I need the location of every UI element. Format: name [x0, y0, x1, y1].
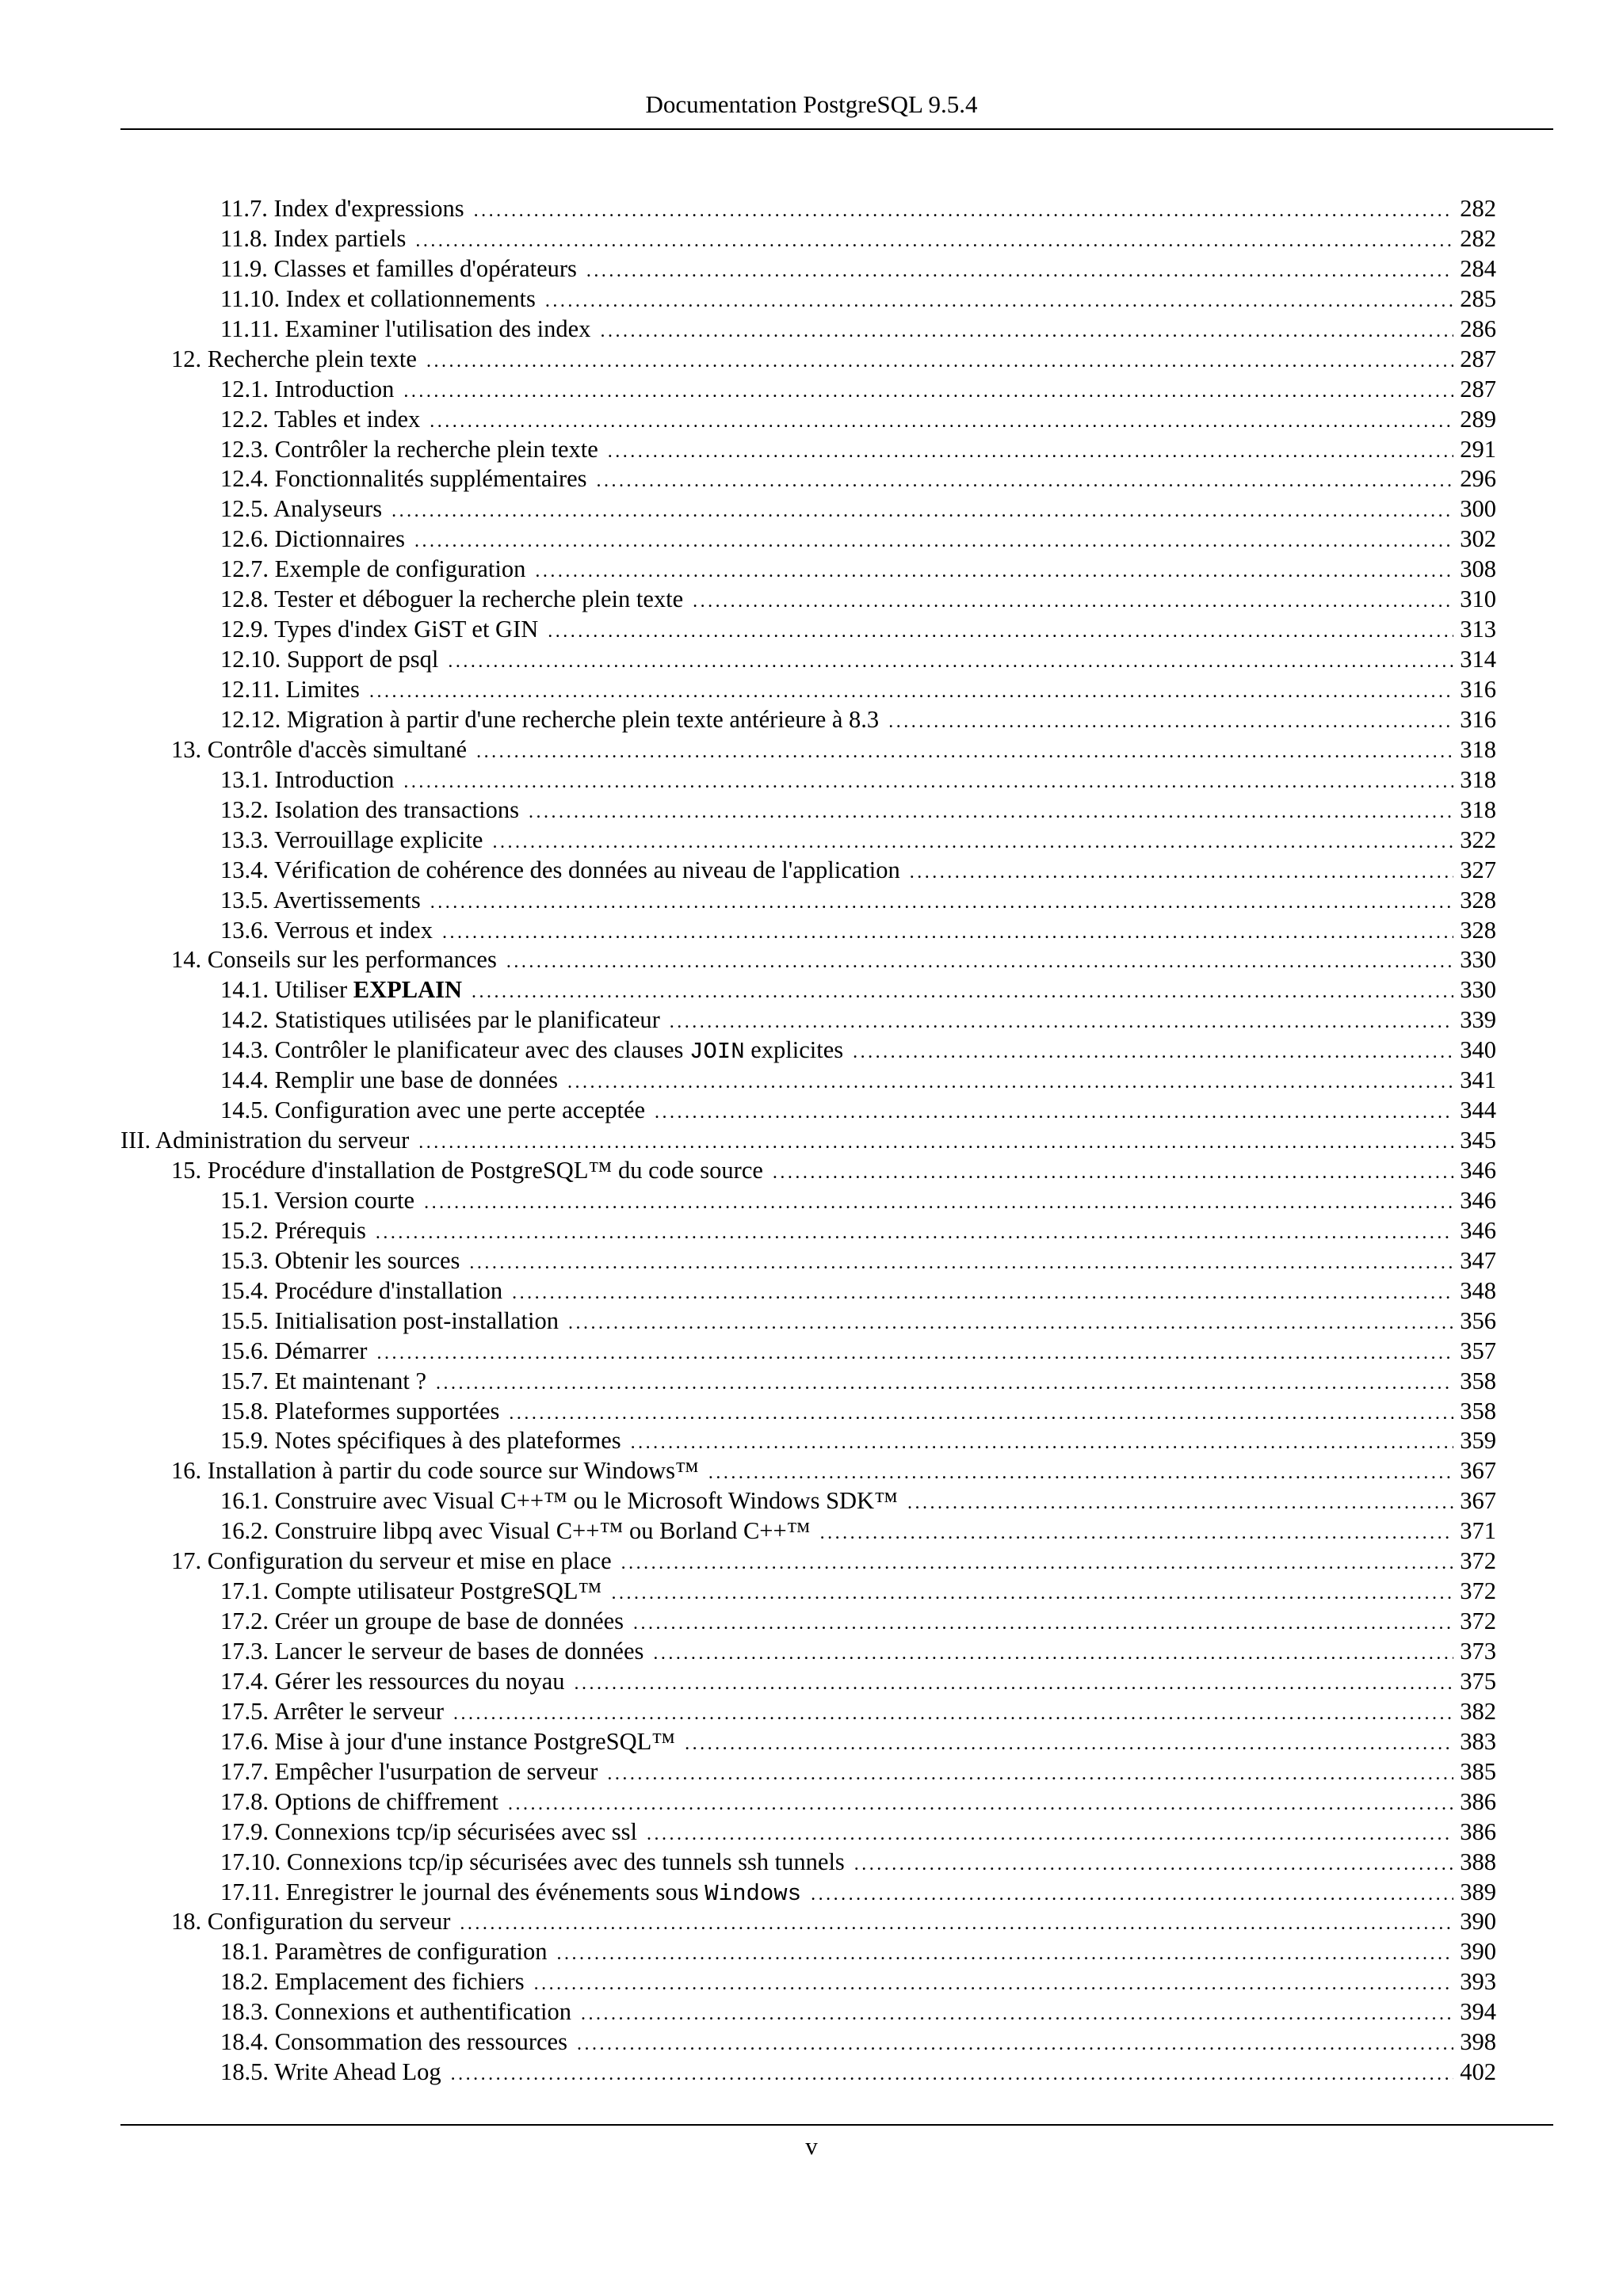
toc-entry-title: 15.4. Procédure d'installation	[220, 1276, 503, 1304]
toc-entry-title: 12.3. Contrôler la recherche plein texte	[220, 435, 598, 463]
toc-page-number: 375	[1460, 1667, 1496, 1695]
dot-leader	[403, 767, 1453, 797]
dot-leader	[534, 1969, 1454, 1999]
dot-leader	[910, 857, 1453, 887]
dot-leader	[415, 226, 1453, 256]
toc-entry[interactable]	[0, 674, 1623, 704]
dot-leader	[474, 196, 1454, 226]
toc-entry[interactable]	[0, 1125, 1623, 1155]
toc-entry-title: 15. Procédure d'installation de PostgreSQL™ du code source	[171, 1157, 763, 1184]
toc-entry-title: 17.9. Connexions tcp/ip sécurisées avec ssl	[220, 1817, 638, 1845]
toc-page-number: 389	[1460, 1878, 1496, 1905]
toc-page-number: 282	[1460, 195, 1496, 222]
toc-entry-title: 12.2. Tables et index	[220, 405, 421, 433]
toc-entry[interactable]	[0, 1636, 1623, 1666]
toc-entry[interactable]	[0, 1455, 1623, 1486]
toc-page-number: 393	[1460, 1968, 1496, 1996]
toc-page-number: 386	[1460, 1817, 1496, 1845]
toc-entry-title: 13.5. Avertissements	[220, 886, 421, 913]
dot-leader	[820, 1518, 1454, 1548]
toc-page-number: 357	[1460, 1337, 1496, 1364]
toc-page-number: 372	[1460, 1608, 1496, 1635]
toc-entry-title: 13.6. Verrous et index	[220, 916, 433, 944]
dot-leader	[653, 1638, 1453, 1669]
dot-leader	[472, 977, 1453, 1007]
toc-entry-title: 18.1. Paramètres de configuration	[220, 1938, 548, 1966]
dot-leader	[451, 2059, 1454, 2089]
dot-leader	[430, 406, 1453, 437]
toc-entry-title: 15.7. Et maintenant ?	[220, 1367, 427, 1394]
toc-page-number: 310	[1460, 585, 1496, 613]
dot-leader	[608, 437, 1453, 467]
toc-page-number: 382	[1460, 1697, 1496, 1725]
dot-leader	[453, 1699, 1453, 1729]
toc-page-number: 346	[1460, 1186, 1496, 1214]
dot-leader	[853, 1037, 1453, 1067]
toc-entry-title: 15.1. Version courte	[220, 1186, 415, 1214]
toc-entry-title: 12.5. Analyseurs	[220, 495, 383, 523]
toc-page-number: 327	[1460, 856, 1496, 883]
dot-leader	[655, 1097, 1453, 1127]
toc-entry[interactable]	[0, 584, 1623, 614]
toc-entry[interactable]	[0, 1847, 1623, 1877]
toc-entry-title: 15.8. Plateformes supportées	[220, 1397, 500, 1425]
toc-page-number: 371	[1460, 1517, 1496, 1545]
dot-leader	[685, 1729, 1453, 1759]
toc-entry[interactable]	[0, 915, 1623, 945]
toc-page-number: 367	[1460, 1457, 1496, 1485]
toc-entry-title: 17.4. Gérer les ressources du noyau	[220, 1667, 565, 1695]
header-rule	[120, 128, 1553, 130]
toc-entry[interactable]	[0, 374, 1623, 404]
toc-page-number: 282	[1460, 224, 1496, 252]
toc-page-number: 372	[1460, 1547, 1496, 1575]
toc-entry[interactable]	[0, 314, 1623, 344]
toc-entry-title: 14.5. Configuration avec une perte acceptée	[220, 1097, 646, 1124]
toc-entry[interactable]	[0, 644, 1623, 674]
toc-page-number: 339	[1460, 1006, 1496, 1034]
dot-leader	[693, 586, 1453, 616]
dot-leader	[631, 1428, 1454, 1458]
toc-entry[interactable]	[0, 1936, 1623, 1966]
toc-page-number: 328	[1460, 916, 1496, 944]
toc-page-number: 358	[1460, 1367, 1496, 1394]
toc-entry-title: 11.7. Index d'expressions	[220, 195, 464, 222]
toc-entry[interactable]	[0, 1276, 1623, 1306]
toc-page-number: 284	[1460, 254, 1496, 282]
toc-entry[interactable]	[0, 614, 1623, 644]
page-number: v	[805, 2132, 818, 2160]
toc-entry-title: 17.5. Arrêter le serveur	[220, 1697, 445, 1725]
toc-entry[interactable]	[0, 1245, 1623, 1276]
toc-page-number: 359	[1460, 1427, 1496, 1455]
toc-page-number: 367	[1460, 1487, 1496, 1515]
dot-leader	[508, 1789, 1453, 1819]
footer-rule	[120, 2124, 1553, 2126]
toc-entry[interactable]	[0, 1095, 1623, 1125]
dot-leader	[854, 1849, 1453, 1879]
toc-entry-title: 17.1. Compte utilisateur PostgreSQL™	[220, 1577, 602, 1605]
toc-entry-title: 15.9. Notes spécifiques à des plateformes	[220, 1427, 621, 1455]
toc-page-number: 345	[1460, 1127, 1496, 1154]
toc-page-number: 358	[1460, 1397, 1496, 1425]
toc-entry-title: 13.2. Isolation des transactions	[220, 795, 519, 823]
toc-entry-title: 17.2. Créer un groupe de base de données	[220, 1608, 624, 1635]
toc-entry[interactable]	[0, 944, 1623, 974]
toc-entry[interactable]	[0, 1787, 1623, 1817]
toc-entry[interactable]	[0, 1696, 1623, 1726]
page-header: Documentation PostgreSQL 9.5.4	[645, 90, 978, 118]
toc-page-number: 347	[1460, 1246, 1496, 1274]
dot-leader	[811, 1879, 1453, 1909]
toc-entry[interactable]	[0, 1035, 1623, 1065]
toc-entry-title: 12.12. Migration à partir d'une recherche plein texte antérieure à 8.3	[220, 705, 880, 733]
toc-entry-title: 17.3. Lancer le serveur de bases de données	[220, 1638, 644, 1665]
toc-entry[interactable]	[0, 1005, 1623, 1035]
toc-entry-title: 17.10. Connexions tcp/ip sécurisées avec des tunnels ssh tunnels	[220, 1848, 845, 1875]
toc-entry[interactable]	[0, 524, 1623, 554]
dot-leader	[548, 616, 1453, 646]
toc-page-number: 316	[1460, 705, 1496, 733]
dot-leader	[556, 1939, 1453, 1969]
dot-leader	[418, 1127, 1453, 1158]
toc-page-number: 287	[1460, 345, 1496, 372]
toc-page-number: 346	[1460, 1157, 1496, 1184]
toc-entry[interactable]	[0, 2027, 1623, 2057]
toc-entry-title: 12.1. Introduction	[220, 375, 395, 402]
toc-entry-title: 18. Configuration du serveur	[171, 1908, 451, 1936]
toc-page-number: 341	[1460, 1066, 1496, 1094]
dot-leader	[773, 1158, 1453, 1188]
dot-leader	[529, 797, 1453, 827]
toc-entry-title: 12.6. Dictionnaires	[220, 525, 405, 553]
toc-entry-title: 16.1. Construire avec Visual C++™ ou le Microsoft Windows SDK™	[220, 1487, 898, 1515]
toc-entry-title: 12.8. Tester et déboguer la recherche plein texte	[220, 585, 684, 613]
toc-entry-title: 12.11. Limites	[220, 676, 360, 703]
toc-page-number: 383	[1460, 1727, 1496, 1755]
dot-leader	[607, 1759, 1453, 1789]
toc-page-number: 348	[1460, 1276, 1496, 1304]
toc-entry[interactable]	[0, 795, 1623, 825]
toc-entry-title: 13.4. Vérification de cohérence des données au niveau de l'application	[220, 856, 900, 883]
toc-entry[interactable]	[0, 765, 1623, 795]
toc-entry[interactable]	[0, 1966, 1623, 1997]
dot-leader	[414, 526, 1453, 556]
dot-leader	[436, 1368, 1453, 1398]
toc-page-number: 318	[1460, 765, 1496, 793]
toc-entry[interactable]	[0, 734, 1623, 765]
dot-leader	[575, 1669, 1454, 1699]
toc-entry[interactable]	[0, 1366, 1623, 1396]
dot-leader	[430, 887, 1454, 917]
toc-page-number: 330	[1460, 976, 1496, 1004]
toc-entry-title: 11.10. Index et collationnements	[220, 284, 536, 312]
dot-leader	[568, 1308, 1453, 1338]
toc-entry-title: 17.6. Mise à jour d'une instance PostgreSQL™	[220, 1727, 676, 1755]
toc-page-number: 390	[1460, 1908, 1496, 1936]
toc-page-number: 322	[1460, 826, 1496, 853]
dot-leader	[888, 707, 1453, 737]
dot-leader	[469, 1248, 1453, 1278]
dot-leader	[611, 1578, 1453, 1608]
toc-entry-title: 16.2. Construire libpq avec Visual C++™ ou Borland C++™	[220, 1517, 811, 1545]
toc-entry[interactable]	[0, 1726, 1623, 1756]
toc-entry-title: 14. Conseils sur les performances	[171, 946, 497, 974]
toc-entry[interactable]	[0, 974, 1623, 1005]
toc-entry[interactable]	[0, 1546, 1623, 1576]
toc-entry-title: 12.9. Types d'index GiST et GIN	[220, 616, 539, 643]
dot-leader	[369, 677, 1453, 707]
toc-entry[interactable]	[0, 1516, 1623, 1546]
dot-leader	[597, 466, 1454, 496]
toc-entry-title: 13.1. Introduction	[220, 765, 395, 793]
toc-entry[interactable]	[0, 1606, 1623, 1636]
toc-entry[interactable]	[0, 885, 1623, 915]
toc-page-number: 296	[1460, 465, 1496, 493]
toc-entry-title: 12. Recherche plein texte	[171, 345, 417, 372]
dot-leader	[600, 316, 1453, 346]
dot-leader	[545, 286, 1453, 316]
toc-entry[interactable]	[0, 404, 1623, 434]
toc-entry[interactable]	[0, 494, 1623, 524]
dot-leader	[647, 1819, 1453, 1849]
toc-page-number: 302	[1460, 525, 1496, 553]
toc-entry-title: 12.10. Support de psql	[220, 646, 439, 673]
toc-entry[interactable]	[0, 1155, 1623, 1185]
toc-page-number: 398	[1460, 2028, 1496, 2056]
dot-leader	[509, 1398, 1453, 1428]
toc-entry[interactable]	[0, 2057, 1623, 2087]
toc-page-number: 308	[1460, 555, 1496, 583]
toc-entry-title: 18.4. Consommation des ressources	[220, 2028, 567, 2056]
dot-leader	[621, 1548, 1454, 1578]
toc-entry[interactable]	[0, 1306, 1623, 1336]
toc-entry-title: 18.5. Write Ahead Log	[220, 2058, 441, 2086]
toc-entry[interactable]	[0, 254, 1623, 284]
toc-entry-title: III. Administration du serveur	[120, 1127, 410, 1154]
dot-leader	[424, 1188, 1453, 1218]
dot-leader	[708, 1458, 1453, 1488]
toc-entry-title: 13.3. Verrouillage explicite	[220, 826, 483, 853]
toc-entry-title: 15.3. Obtenir les sources	[220, 1246, 460, 1274]
toc-entry-title: 14.4. Remplir une base de données	[220, 1066, 559, 1094]
toc-entry-title: 18.3. Connexions et authentification	[220, 1998, 572, 2026]
toc-entry[interactable]	[0, 1486, 1623, 1516]
toc-entry[interactable]	[0, 1666, 1623, 1696]
toc-entry[interactable]	[0, 1185, 1623, 1215]
toc-page-number: 356	[1460, 1306, 1496, 1334]
toc-entry-title: 12.4. Fonctionnalités supplémentaires	[220, 465, 587, 493]
dot-leader	[448, 646, 1453, 677]
toc-entry-command: EXPLAIN	[353, 976, 463, 1004]
toc-entry[interactable]	[0, 434, 1623, 464]
toc-page-number: 285	[1460, 284, 1496, 312]
toc-entry[interactable]	[0, 193, 1623, 223]
toc-entry[interactable]	[0, 1877, 1623, 1907]
toc-entry-title: 11.9. Classes et familles d'opérateurs	[220, 254, 577, 282]
toc-entry-title: 15.2. Prérequis	[220, 1216, 366, 1244]
toc-page-number: 318	[1460, 735, 1496, 763]
toc-entry[interactable]	[0, 825, 1623, 855]
dot-leader	[577, 2029, 1453, 2059]
toc-entry-title: 13. Contrôle d'accès simultané	[171, 735, 468, 763]
toc-page-number: 402	[1460, 2058, 1496, 2086]
dot-leader	[476, 737, 1453, 767]
toc-entry-title: 15.5. Initialisation post-installation	[220, 1306, 559, 1334]
dot-leader	[403, 376, 1453, 406]
dot-leader	[460, 1909, 1453, 1939]
toc-entry[interactable]	[0, 1396, 1623, 1426]
toc-page-number: 388	[1460, 1848, 1496, 1875]
toc-entry-title: 17. Configuration du serveur et mise en place	[171, 1547, 612, 1575]
toc-page-number: 386	[1460, 1787, 1496, 1815]
dot-leader	[391, 496, 1453, 526]
toc-entry[interactable]	[0, 284, 1623, 314]
toc-page-number: 330	[1460, 946, 1496, 974]
dot-leader	[567, 1067, 1453, 1097]
dot-leader	[633, 1608, 1453, 1638]
dot-leader	[376, 1338, 1453, 1368]
toc-entry-title: 12.7. Exemple de configuration	[220, 555, 526, 583]
toc-page-number: 291	[1460, 435, 1496, 463]
toc-page-number: 394	[1460, 1998, 1496, 2026]
toc-entry-title: 14.2. Statistiques utilisées par le planificateur	[220, 1006, 660, 1034]
toc-page-number: 344	[1460, 1097, 1496, 1124]
toc-page-number: 300	[1460, 495, 1496, 523]
toc-page-number: 314	[1460, 646, 1496, 673]
toc-page-number: 287	[1460, 375, 1496, 402]
toc-entry[interactable]	[0, 1065, 1623, 1095]
toc-entry[interactable]	[0, 344, 1623, 374]
toc-entry[interactable]	[0, 1336, 1623, 1366]
table-of-contents	[0, 193, 1623, 2087]
toc-page-number: 316	[1460, 676, 1496, 703]
toc-entry-title: 14.3. Contrôler le planificateur avec des clauses JOIN explicites	[220, 1036, 844, 1066]
toc-entry[interactable]	[0, 463, 1623, 494]
dot-leader	[426, 346, 1453, 376]
toc-entry-title: 17.11. Enregistrer le journal des événements sous Windows	[220, 1878, 802, 1907]
toc-entry[interactable]	[0, 223, 1623, 254]
toc-entry[interactable]	[0, 1756, 1623, 1787]
toc-entry[interactable]	[0, 1425, 1623, 1455]
dot-leader	[907, 1488, 1453, 1518]
toc-page-number: 346	[1460, 1216, 1496, 1244]
toc-entry-literal: JOIN	[689, 1039, 745, 1066]
dot-leader	[535, 556, 1453, 586]
dot-leader	[442, 917, 1453, 948]
toc-entry-title: 11.11. Examiner l'utilisation des index	[220, 315, 591, 342]
toc-entry[interactable]	[0, 855, 1623, 885]
toc-entry[interactable]	[0, 1817, 1623, 1847]
toc-page-number: 313	[1460, 616, 1496, 643]
toc-entry[interactable]	[0, 554, 1623, 584]
dot-leader	[581, 1999, 1453, 2029]
dot-leader	[376, 1218, 1453, 1248]
toc-page-number: 373	[1460, 1638, 1496, 1665]
dot-leader	[670, 1007, 1453, 1037]
toc-page-number: 289	[1460, 405, 1496, 433]
toc-entry[interactable]	[0, 1576, 1623, 1606]
toc-page-number: 390	[1460, 1938, 1496, 1966]
toc-entry[interactable]	[0, 1997, 1623, 2027]
toc-entry[interactable]	[0, 1906, 1623, 1936]
dot-leader	[506, 947, 1453, 977]
toc-entry[interactable]	[0, 1215, 1623, 1245]
dot-leader	[512, 1278, 1453, 1308]
toc-entry-title: 17.8. Options de chiffrement	[220, 1787, 498, 1815]
toc-page-number: 340	[1460, 1036, 1496, 1064]
toc-entry-title: 16. Installation à partir du code source sur Windows™	[171, 1457, 699, 1485]
toc-page-number: 372	[1460, 1577, 1496, 1605]
toc-entry-title: 11.8. Index partiels	[220, 224, 407, 252]
toc-entry[interactable]	[0, 704, 1623, 734]
toc-page-number: 328	[1460, 886, 1496, 913]
dot-leader	[586, 256, 1453, 286]
dot-leader	[492, 827, 1453, 857]
toc-entry-title: 18.2. Emplacement des fichiers	[220, 1968, 525, 1996]
toc-entry-literal: Windows	[705, 1880, 802, 1907]
toc-entry-title: 15.6. Démarrer	[220, 1337, 368, 1364]
toc-entry-title: 14.1. Utiliser EXPLAIN	[220, 976, 463, 1004]
toc-page-number: 318	[1460, 795, 1496, 823]
toc-entry-title: 17.7. Empêcher l'usurpation de serveur	[220, 1757, 598, 1785]
toc-page-number: 286	[1460, 315, 1496, 342]
toc-page-number: 385	[1460, 1757, 1496, 1785]
